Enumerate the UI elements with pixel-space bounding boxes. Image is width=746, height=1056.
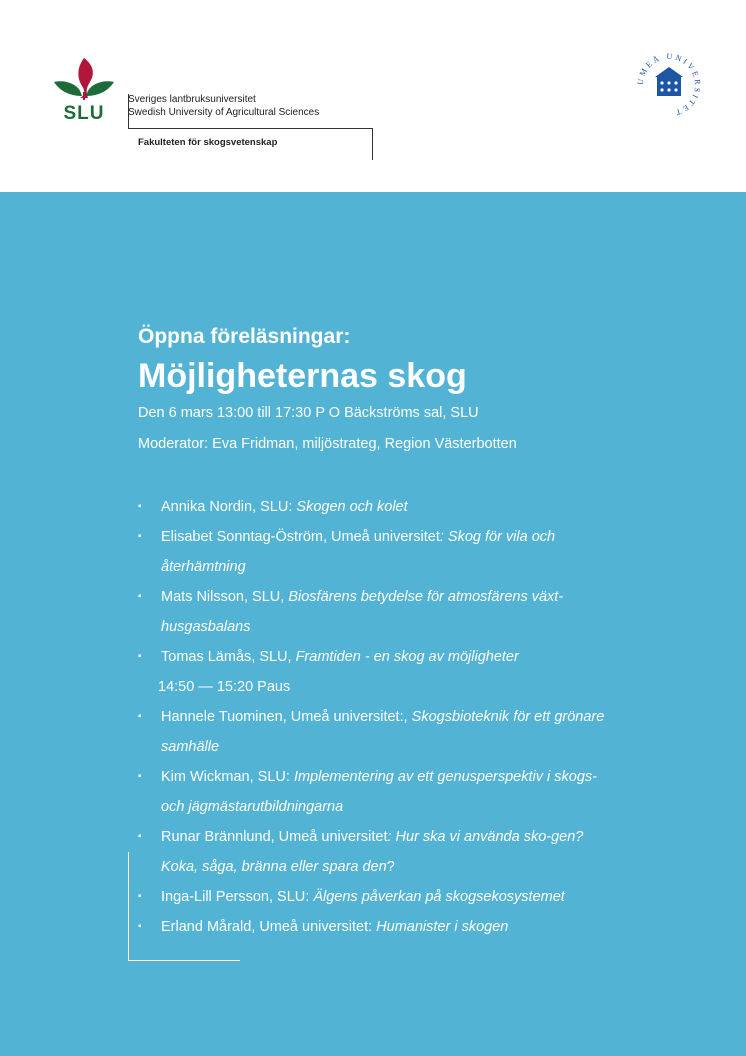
speaker: Kim Wickman, SLU: (161, 769, 294, 785)
seal-text: UMEÅ UNIVERSITET (636, 52, 702, 118)
speaker: Elisabet Sonntag-Öström, Umeå universitet (161, 529, 440, 545)
list-item (138, 822, 618, 882)
bullet-icon: ▪ (138, 651, 142, 662)
talk-title: Älgens påverkan på skogsekosystemet (313, 889, 565, 905)
list-item (138, 912, 618, 942)
university-name (128, 94, 319, 119)
umea-university-seal (636, 52, 702, 118)
list-item (138, 522, 618, 582)
speaker: Inga-Lill Persson, SLU: (161, 889, 314, 905)
list-item (138, 762, 618, 822)
university-name-en: Swedish University of Agricultural Sciences (128, 106, 320, 118)
faculty-name: Fakulteten för skogsvetenskap (138, 137, 278, 148)
talk-title: Humanister i skogen (376, 919, 509, 935)
talk-title: Framtiden - en skog av möjligheter (295, 649, 519, 665)
header (0, 0, 746, 192)
speaker: Mats Nilsson, SLU, (161, 589, 289, 605)
list-item (138, 882, 618, 912)
list-item (138, 582, 618, 642)
decorative-line-horizontal (128, 960, 240, 961)
pause-item: 14:50 — 15:20 Paus (158, 679, 291, 695)
bullet-icon: ▪ (138, 501, 142, 512)
bullet-icon: ▪ (138, 591, 142, 602)
decorative-line-vertical (128, 852, 129, 960)
speaker: Annika Nordin, SLU: (161, 499, 297, 515)
list-item (138, 702, 618, 762)
slu-logo (52, 52, 116, 122)
header-divider-vertical-right (372, 128, 373, 160)
event-date-place: Den 6 mars 13:00 till 17:30 P O Bäckströms sal, SLU (138, 405, 479, 421)
event-title: Möjligheternas skog (138, 357, 467, 395)
talk-title: Biosfärens betydelse för atmosfärens växt-husgasbalans (161, 589, 564, 635)
bullet-icon: ▪ (138, 711, 142, 722)
talk-title: : Skog för vila och återhämtning (161, 529, 556, 575)
bullet-icon: ▪ (138, 771, 142, 782)
bullet-icon: ▪ (138, 831, 142, 842)
event-subtitle: Öppna föreläsningar: (138, 325, 351, 348)
header-divider-horizontal (128, 128, 373, 129)
speaker: Erland Mårald, Umeå universitet: (161, 919, 377, 935)
bullet-icon: ▪ (138, 531, 142, 542)
talk-title: : Hur ska vi använda sko-gen? Koka, såga, bränna eller spara den (161, 829, 584, 875)
bullet-icon: ▪ (138, 891, 142, 902)
talk-title: Implementering av ett genusperspektiv i skogs- och jägmästarutbildningarna (161, 769, 597, 815)
speaker: Runar Brännlund, Umeå universitet (161, 829, 388, 845)
talk-title-suffix: ? (386, 859, 395, 875)
speaker: Hannele Tuominen, Umeå universitet:, (161, 709, 412, 725)
university-name-sv: Sveriges lantbruksuniversitet (128, 94, 256, 105)
slu-logo-text: SLU (63, 103, 105, 122)
list-item (138, 642, 618, 672)
speaker: Tomas Lämås, SLU, (161, 649, 296, 665)
bullet-icon: ▪ (138, 921, 142, 932)
list-item (138, 492, 618, 522)
talk-list (138, 492, 618, 942)
event-moderator: Moderator: Eva Fridman, miljöstrateg, Region Västerbotten (138, 436, 517, 452)
talk-title: Skogsbioteknik för ett grönare samhälle (161, 709, 605, 755)
event-panel (0, 192, 746, 1056)
talk-title: Skogen och kolet (296, 499, 408, 515)
